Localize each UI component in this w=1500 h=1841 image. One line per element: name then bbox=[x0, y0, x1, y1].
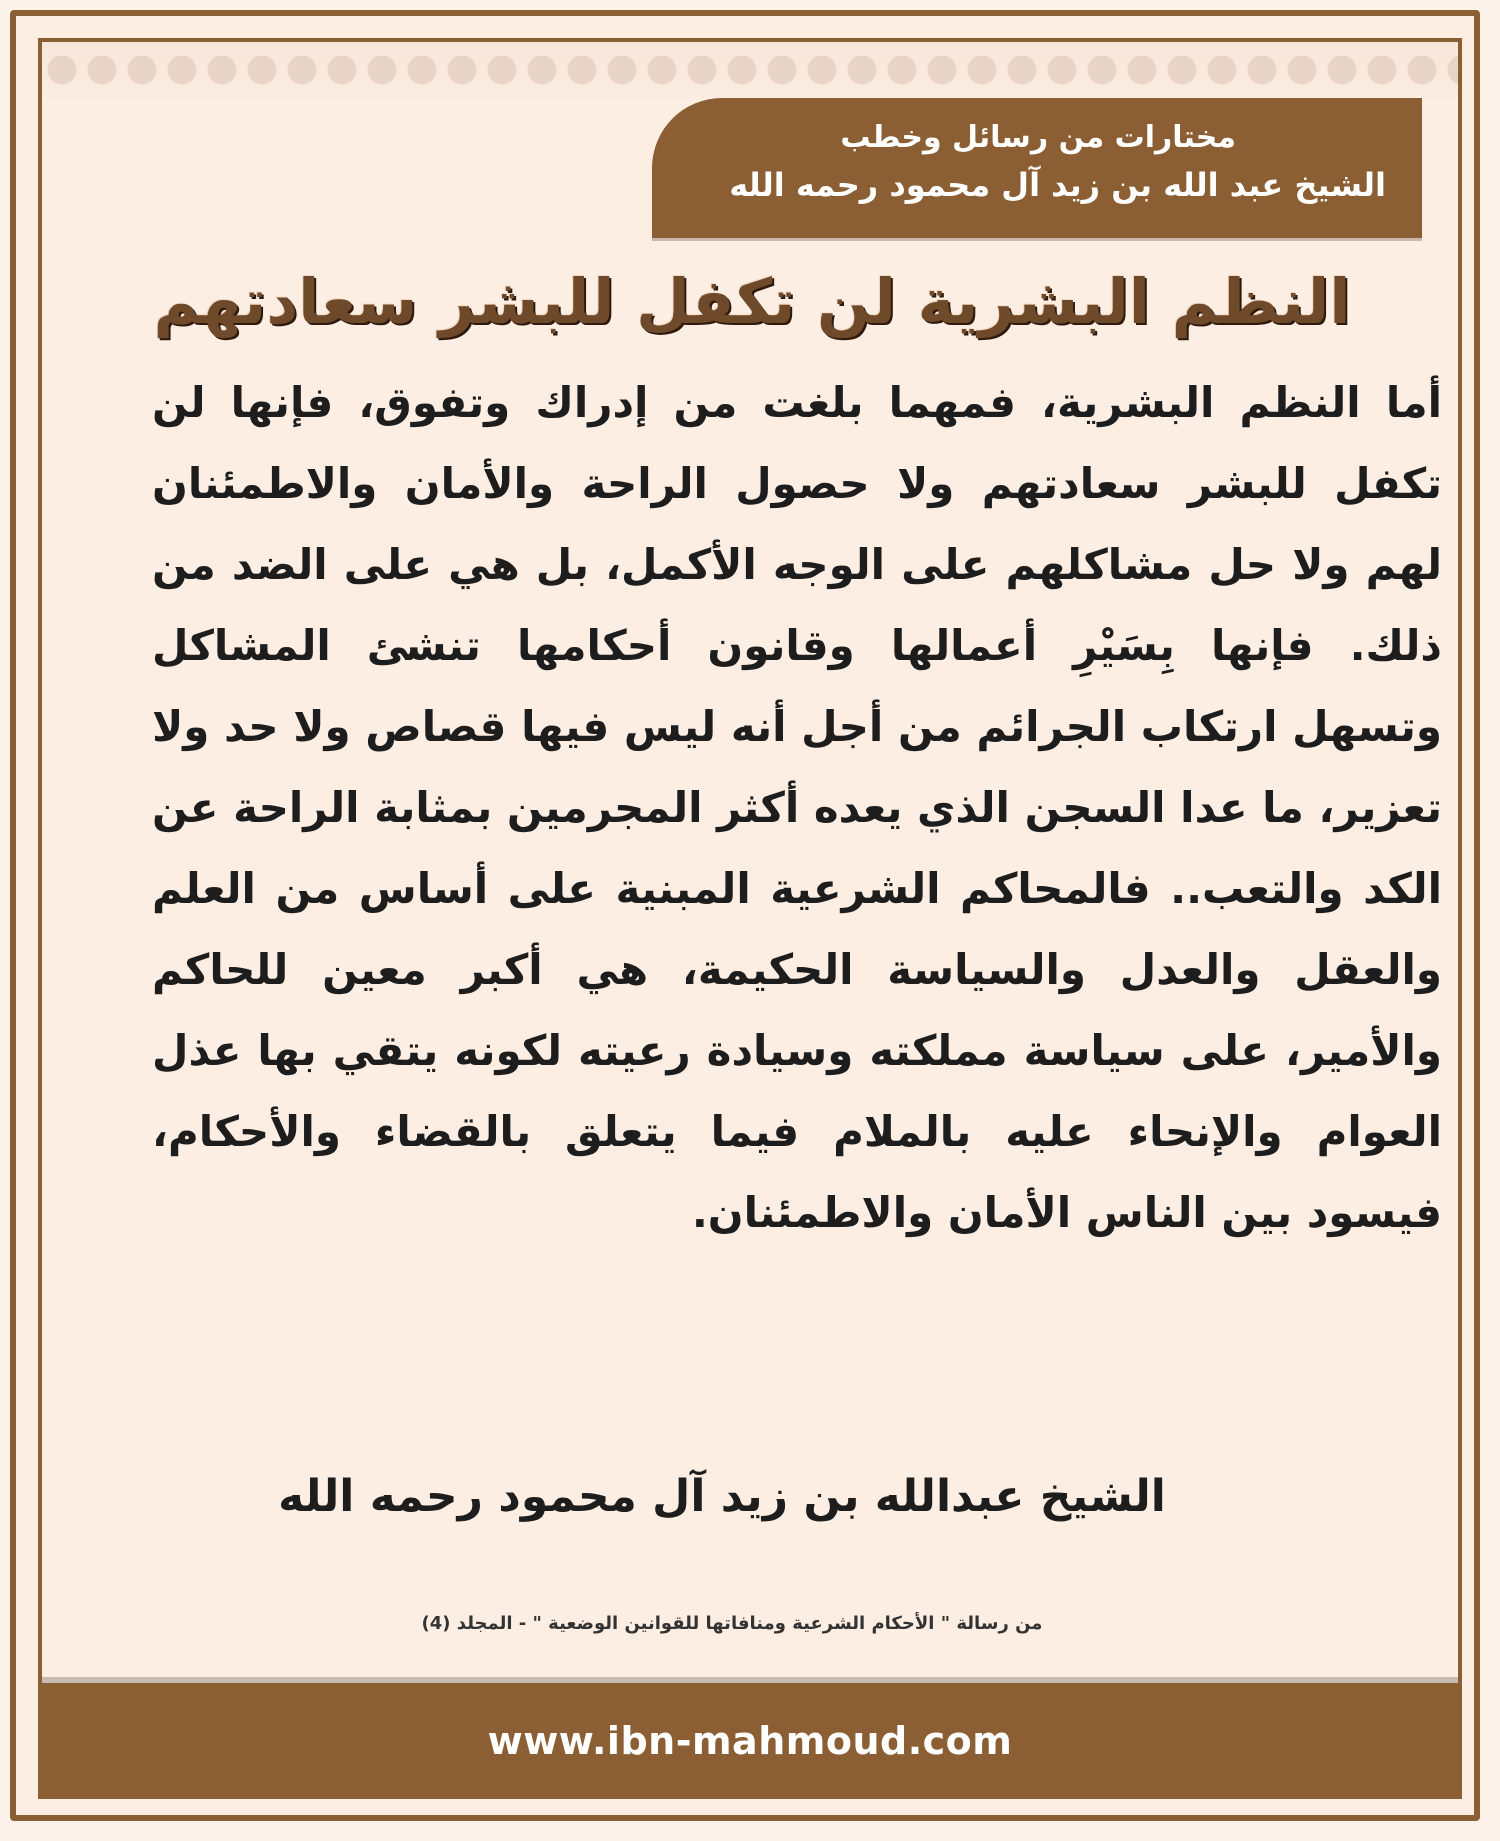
header-author-name: الشيخ عبد الله بن زيد آل محمود رحمه الله bbox=[729, 166, 1386, 204]
inner-frame bbox=[38, 38, 1462, 1799]
website-link[interactable]: www.ibn-mahmoud.com bbox=[487, 1719, 1013, 1763]
header-series-title: مختارات من رسائل وخطب bbox=[840, 120, 1236, 155]
decorative-pattern bbox=[42, 42, 1458, 98]
author-signature: الشيخ عبدالله بن زيد آل محمود رحمه الله bbox=[278, 1471, 1166, 1522]
article-title: النظم البشرية لن تكفل للبشر سعادتهم bbox=[153, 265, 1351, 338]
header-banner bbox=[652, 98, 1422, 238]
footer-bar bbox=[42, 1677, 1458, 1799]
article-body: أما النظم البشرية، فمهما بلغت من إدراك وتفوق، فإنها لن تكفل للبشر سعادتهم ولا حصول الراحة والأمان والاطمئنان لهم ولا حل مشاكلهم على الوجه الأكمل، بل هي على الضد من ذلك. فإنها بِسَيْرِ أعمالها وقانون أحكامها تنشئ المشاكل وتسهل ارتكاب الجرائم من أجل أنه ليس فيها قصاص ولا حد ولا تعزير، ما عدا السجن الذي يعده أكثر المجرمين بمثابة الراحة عن الكد والتعب.. فالمحاكم الشرعية المبنية على أساس من العلم والعقل والعدل والسياسة الحكيمة، هي أكبر معين للحاكم والأمير، على سياسة مملكته وسيادة رعيته لكونه يتقي بها عذل العوام والإنحاء عليه بالملام فيما يتعلق بالقضاء والأحكام، فيسود بين الناس الأمان والاطمئنان. bbox=[152, 378, 1442, 1237]
source-citation: من رسالة " الأحكام الشرعية ومنافاتها للقوانين الوضعية " - المجلد (4) bbox=[421, 1613, 1043, 1634]
